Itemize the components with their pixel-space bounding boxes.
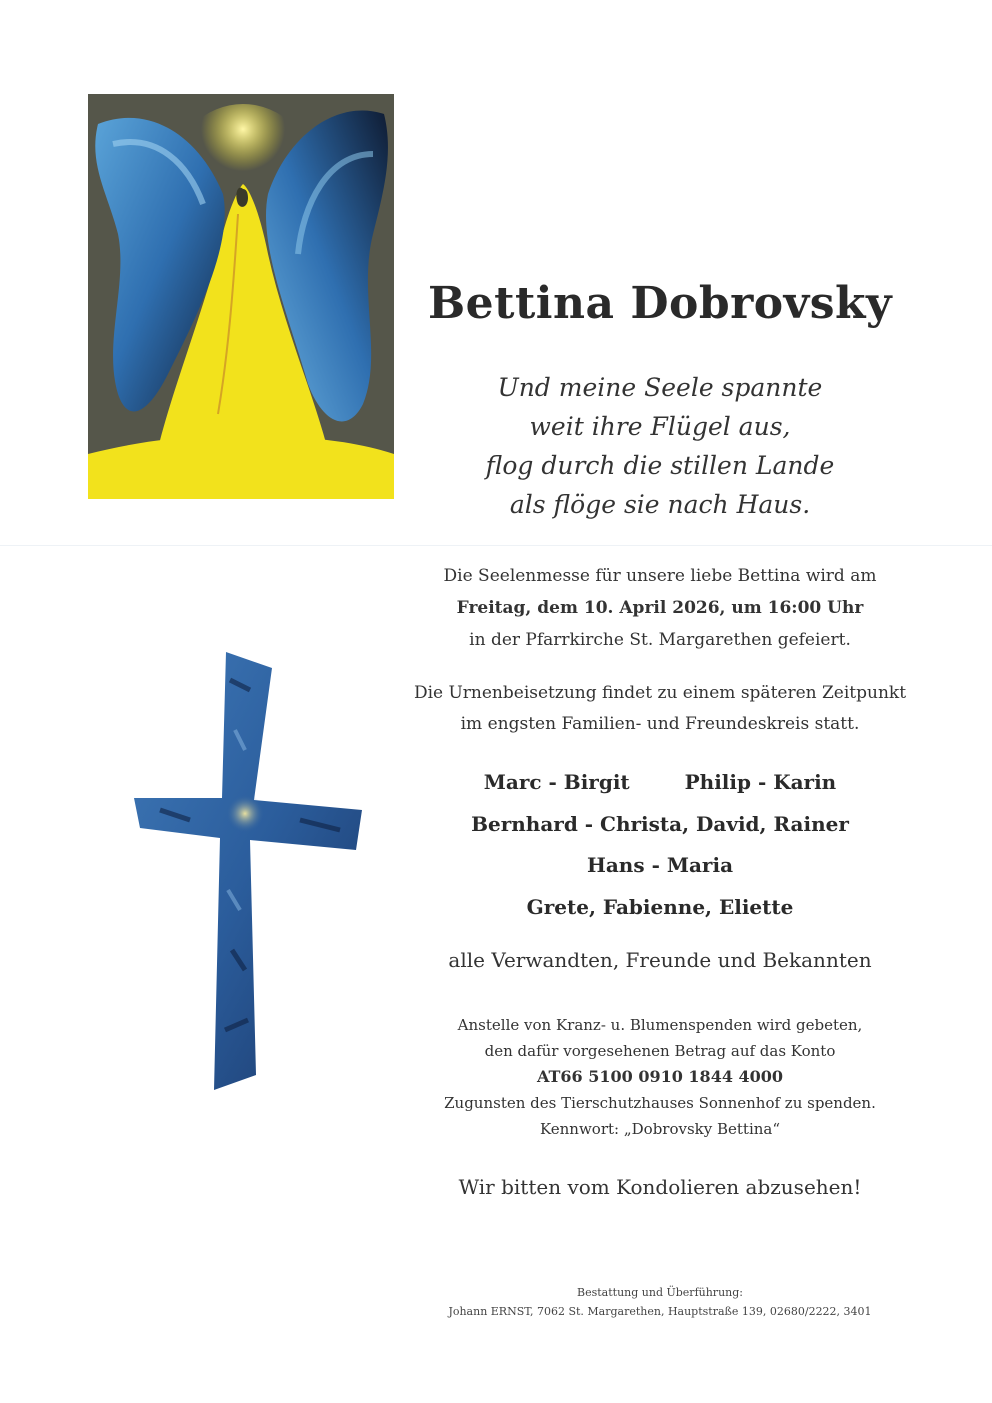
family-row-3: Hans - Maria [586, 853, 734, 877]
family-member: Marc - Birgit [483, 770, 630, 794]
mass-date: Freitag, dem 10. April 2026, um 16:00 Uhr [456, 598, 864, 618]
mass-line-1: Die Seelenmesse für unsere liebe Bettina wird am [443, 566, 877, 586]
undertaker-heading: Bestattung und Überführung: [577, 1286, 743, 1299]
poem-line: flog durch die stillen Lande [485, 451, 835, 480]
poem-line: als flöge sie nach Haus. [509, 490, 811, 519]
donation-line-2: den dafür vorgesehenen Betrag auf das Konto [484, 1042, 836, 1060]
donation-line-1: Anstelle von Kranz- u. Blumenspenden wird gebeten, [457, 1016, 863, 1034]
mass-location: in der Pfarrkirche St. Margarethen gefeiert. [469, 630, 851, 650]
cross-painting [130, 650, 366, 1092]
poem-line: Und meine Seele spannte [497, 373, 823, 402]
family-row-4: Grete, Fabienne, Eliette [526, 895, 794, 919]
urn-line-2: im engsten Familien- und Freundeskreis statt. [460, 714, 860, 734]
condolence-request: Wir bitten vom Kondolieren abzusehen! [458, 1175, 862, 1199]
urn-line-1: Die Urnenbeisetzung findet zu einem späteren Zeitpunkt [413, 683, 907, 703]
scan-fold-line [0, 545, 992, 546]
deceased-name: Bettina Dobrovsky [427, 278, 893, 329]
undertaker-address: Johann ERNST, 7062 St. Margarethen, Hauptstraße 139, 02680/2222, 3401 [448, 1305, 872, 1318]
family-member: Philip - Karin [684, 770, 837, 794]
donation-line-3: Zugunsten des Tierschutzhauses Sonnenhof zu spenden. [444, 1094, 876, 1112]
poem [410, 368, 910, 524]
relatives-line: alle Verwandten, Freunde und Bekannten [448, 948, 872, 972]
family-row-1 [410, 770, 910, 794]
donation-notice [410, 1012, 910, 1142]
donation-keyword: Kennwort: „Dobrovsky Bettina“ [539, 1120, 781, 1138]
donation-iban: AT66 5100 0910 1844 4000 [536, 1067, 784, 1086]
urn-burial-notice [410, 678, 910, 740]
mass-announcement [410, 560, 910, 656]
undertaker-info [410, 1283, 910, 1321]
angel-painting [88, 94, 394, 499]
poem-line: weit ihre Flügel aus, [529, 412, 791, 441]
family-row-2: Bernhard - Christa, David, Rainer [471, 812, 849, 836]
